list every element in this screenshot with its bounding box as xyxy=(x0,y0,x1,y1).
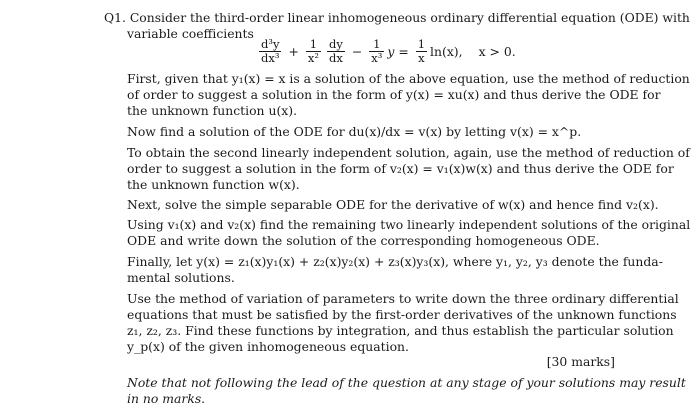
y-variable: y xyxy=(387,43,395,59)
coefficient-one-over-x xyxy=(416,38,427,65)
paragraph-line: First, given that y₁(x) = x is a solution of the above equation, use the method of reduction xyxy=(127,71,690,86)
ode-equation xyxy=(256,34,516,68)
question-label: Q1. xyxy=(104,10,126,25)
paragraph-line: the unknown function u(x). xyxy=(127,103,298,118)
paragraph-line: order to suggest a solution in the form of v₂(x) = v₁(x)w(x) and thus derive the ODE for xyxy=(127,161,674,176)
equals-sign: = xyxy=(398,43,409,59)
coefficient-one-over-x-squared xyxy=(306,38,321,65)
paragraph-line: Next, solve the simple separable ODE for the derivative of w(x) and hence find v₂(x). xyxy=(127,197,659,212)
paragraph-line: Finally, let y(x) = z₁(x)y₁(x) + z₂(x)y₂(x) + z₃(x)y₃(x), where y₁, y₂, y₃ denote the funda- xyxy=(127,254,663,269)
question-intro-text: Consider the third-order linear inhomogeneous ordinary differential equation (ODE) with xyxy=(129,10,690,25)
paragraph-line: of order to suggest a solution in the form of y(x) = xu(x) and thus derive the ODE for xyxy=(127,87,661,102)
note-line: in no marks. xyxy=(127,391,206,406)
paragraph-line: Now find a solution of the ODE for du(x)/dx = v(x) by letting v(x) = x^p. xyxy=(127,124,582,139)
logarithm-term: ln(x), xyxy=(430,43,463,59)
first-derivative-term xyxy=(327,38,345,65)
fraction-numerator: 1 xyxy=(417,36,426,51)
paragraph-line: mental solutions. xyxy=(127,270,235,285)
minus-operator: − xyxy=(351,43,363,59)
paragraph-line: z₁, z₂, z₃. Find these functions by integration, and thus establish the particular solution xyxy=(127,323,674,338)
paragraph-line: the unknown function w(x). xyxy=(127,177,300,192)
paragraph-line: ODE and write down the solution of the corresponding homogeneous ODE. xyxy=(127,233,600,248)
question-intro-continued: variable coefficients xyxy=(127,26,254,41)
paragraph-line: equations that must be satisfied by the first-order derivatives of the unknown functions xyxy=(127,307,677,322)
note-line: Note that not following the lead of the question at any stage of your solutions may result xyxy=(127,375,686,390)
paragraph-line: Use the method of variation of parameters to write down the three ordinary differential xyxy=(127,291,679,306)
third-derivative-term xyxy=(259,38,281,65)
plus-operator: + xyxy=(288,43,299,59)
marks-label: [30 marks] xyxy=(546,354,615,369)
fraction-numerator: dy xyxy=(328,36,343,51)
paragraph-line: y_p(x) of the given inhomogeneous equation. xyxy=(127,339,409,354)
coefficient-one-over-x-cubed xyxy=(369,38,384,65)
fraction-denominator: dx xyxy=(328,50,343,65)
domain-condition: x > 0. xyxy=(478,43,516,59)
fraction-denominator: dx³ xyxy=(261,50,280,65)
fraction-denominator: x xyxy=(418,50,425,65)
fraction-denominator: x³ xyxy=(371,50,383,65)
fraction-numerator: 1 xyxy=(373,36,381,51)
fraction-numerator: d³y xyxy=(261,36,280,51)
paragraph-line: Using v₁(x) and v₂(x) find the remaining two linearly independent solutions of the original xyxy=(127,217,691,232)
fraction-denominator: x² xyxy=(307,50,319,65)
paragraph-line: To obtain the second linearly independent solution, again, use the method of reduction of xyxy=(127,145,690,160)
question-line xyxy=(104,9,690,26)
fraction-numerator: 1 xyxy=(309,36,318,51)
